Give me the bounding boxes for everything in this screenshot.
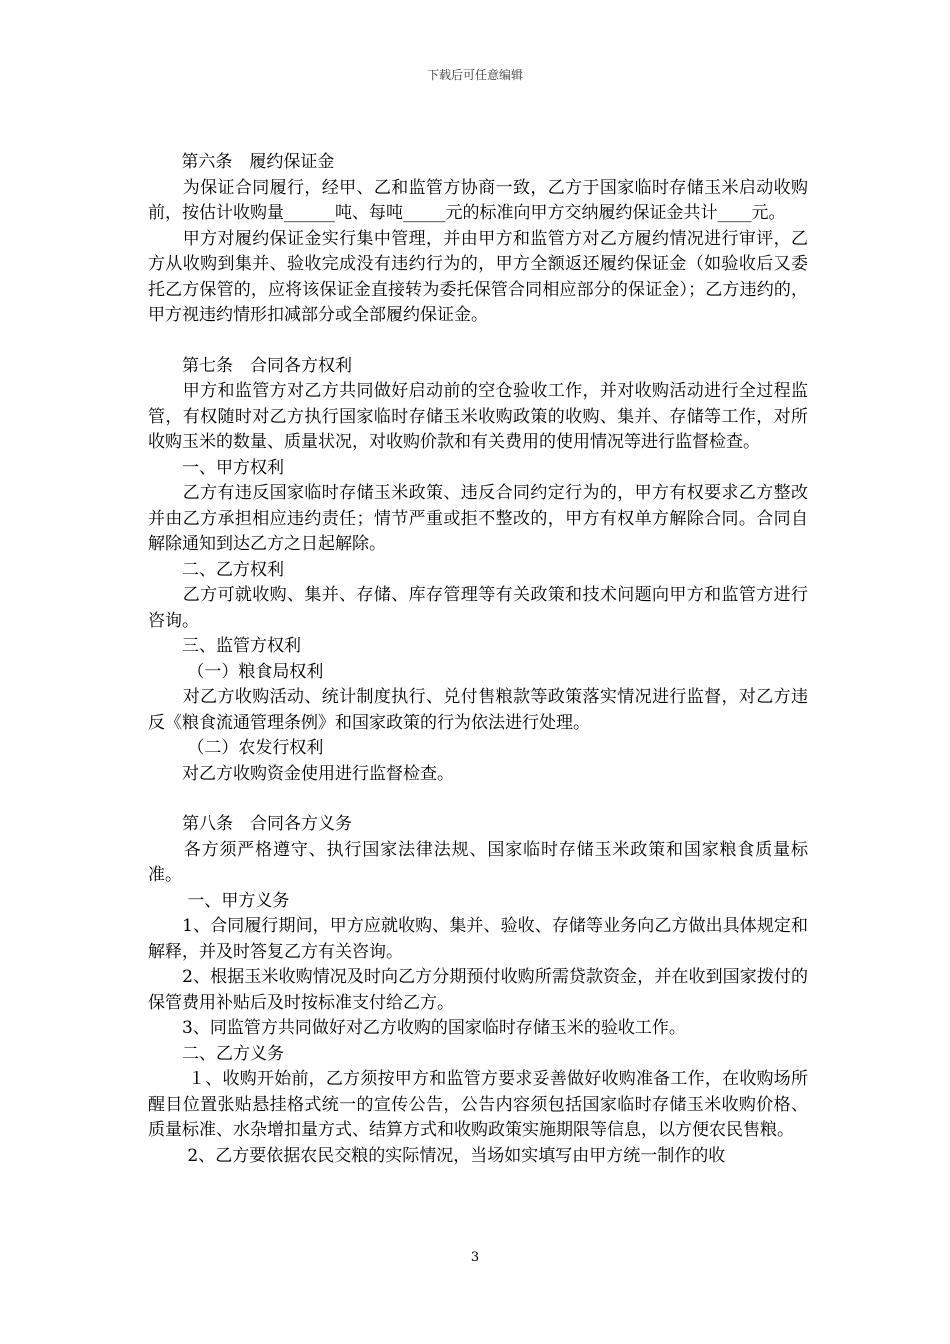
article-8-section-1-item-2: 2、根据玉米收购情况及时向乙方分期预付收购所需贷款资金，并在收到国家拨付的保管费用补贴后及时按标准支付给乙方。 [148,967,808,1013]
article-8-section-1-item-1: 1、合同履行期间，甲方应就收购、集并、验收、存储等业务向乙方做出具体规定和解释，并及时答复乙方有关咨询。 [148,916,808,962]
article-7-paragraph-1: 甲方和监管方对乙方共同做好启动前的空仓验收工作，并对收购活动进行全过程监管，有权随时对乙方执行国家临时存储玉米收购政策的收购、集并、存储等工作，对所收购玉米的数量、质量状况，对收购价款和有关费用的使用情况等进行监督检查。 [148,381,808,452]
article-6-paragraph-1: 为保证合同履行，经甲、乙和监管方协商一致，乙方于国家临时存储玉米启动收购前，按估计收购量______吨、每吨_____元的标准向甲方交纳履约保证金共计____元。 [148,177,808,223]
page-number: 3 [470,1250,480,1265]
article-6-paragraph-2: 甲方对履约保证金实行集中管理，并由甲方和监管方对乙方履约情况进行审评，乙方从收购到集并、验收完成没有违约行为的，甲方全额返还履约保证金（如验收后又委托乙方保管的，应将该保证金直接转为委托保管合同相应部分的保证金）；乙方违约的，甲方视违约情形扣减部分或全部履约保证金。 [148,228,808,325]
article-7-section-3b-text: 对乙方收购资金使用进行监督检查。 [182,763,454,784]
spacer [148,329,808,354]
article-7-section-2-title: 二、乙方权利 [182,559,284,580]
article-8-title: 第八条 合同各方义务 [182,814,352,834]
article-6-title: 第六条 履约保证金 [176,152,335,172]
article-8-section-2-item-2: 2、乙方要依据农民交粮的实际情况，当场如实填写由甲方统一制作的收 [182,1145,726,1166]
article-8-section-1-item-3: 3、同监管方共同做好对乙方收购的国家临时存储玉米的验收工作。 [182,1018,686,1038]
article-7-section-3a-text: 对乙方收购活动、统计制度执行、兑付售粮款等政策落实情况进行监督，对乙方违反《粮食流通管理条例》和国家政策的行为依法进行处理。 [148,687,808,733]
article-8-section-2-item-1: １、收购开始前，乙方须按甲方和监管方要求妥善做好收购准备工作，在收购场所醒目位置张贴悬挂格式统一的宣传公告，公告内容须包括国家临时存储玉米收购价格、质量标准、水杂增扣量方式、结算方式和收购政策实施期限等信息，以方便农民售粮。 [148,1069,808,1140]
article-8-paragraph-1: 各方须严格遵守、执行国家法律法规、国家临时存储玉米政策和国家粮食质量标准。 [148,839,808,885]
document-body [148,150,808,1169]
article-8-section-2-title: 二、乙方义务 [182,1043,284,1064]
article-7-section-3-title: 三、监管方权利 [182,636,301,656]
article-7-section-1-title: 一、甲方权利 [182,457,284,478]
spacer [148,787,808,812]
article-7-title: 第七条 合同各方权利 [182,355,352,376]
article-7-section-1-text: 乙方有违反国家临时存储玉米政策、违反合同约定行为的，甲方有权要求乙方整改并由乙方承担相应违约责任；情节严重或拒不整改的，甲方有权单方解除合同。合同自解除通知到达乙方之日起解除。 [148,483,808,554]
article-7-section-3a-title: （一）粮食局权利 [182,661,324,682]
article-7-section-2-text: 乙方可就收购、集并、存储、库存管理等有关政策和技术问题向甲方和监管方进行咨询。 [148,585,808,631]
header-note: 下载后可任意编辑 [426,68,523,82]
article-7-section-3b-title: （二）农发行权利 [182,738,324,758]
article-8-section-1-title: 一、甲方义务 [182,890,290,911]
